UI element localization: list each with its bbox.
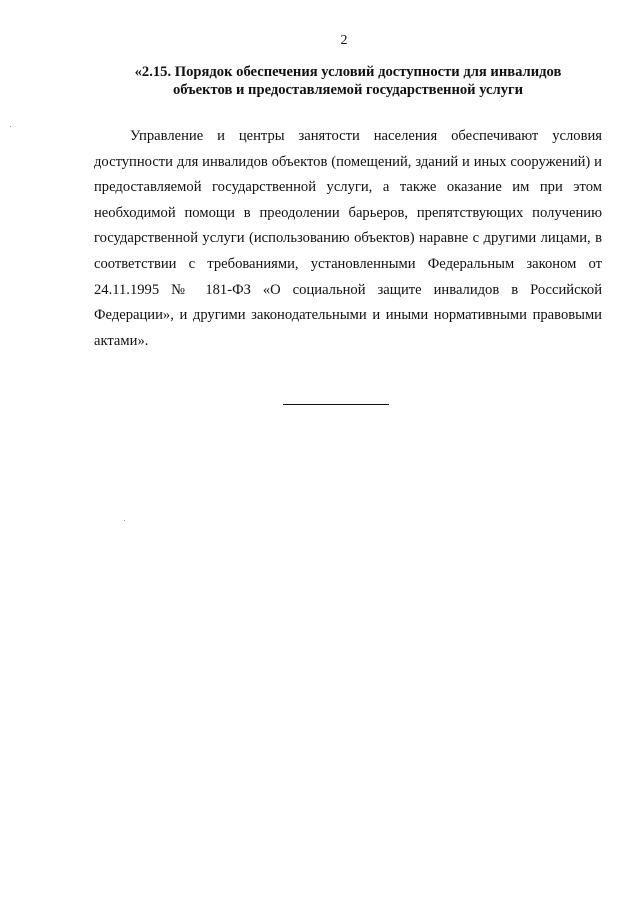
- end-divider-line: [283, 404, 389, 405]
- section-heading: [94, 64, 602, 99]
- body-paragraph: Управление и центры занятости населения обеспечивают условия доступности для инвалидов объектов (помещений, зданий и иных сооружений) и предоставляемой государственной услуги, а также оказание им при этом необходимой помощи в преодолении барьеров, препятствующих получению государственной услуги (использованию объектов) наравне с другими лицами, в соответствии с требованиями, установленными Федеральным законом от 24.11.1995 № 181-ФЗ «О социальной защите инвалидов в Российской Федерации», и другими законодательными и иными нормативными правовыми актами».: [94, 128, 602, 349]
- section-heading-line-2: объектов и предоставляемой государственной услуги: [172, 81, 524, 98]
- section-heading-line-1: «2.15. Порядок обеспечения условий доступности для инвалидов: [134, 64, 562, 80]
- page-number: 2: [340, 33, 348, 48]
- scan-speck: [10, 126, 11, 127]
- scan-speck: [124, 520, 125, 521]
